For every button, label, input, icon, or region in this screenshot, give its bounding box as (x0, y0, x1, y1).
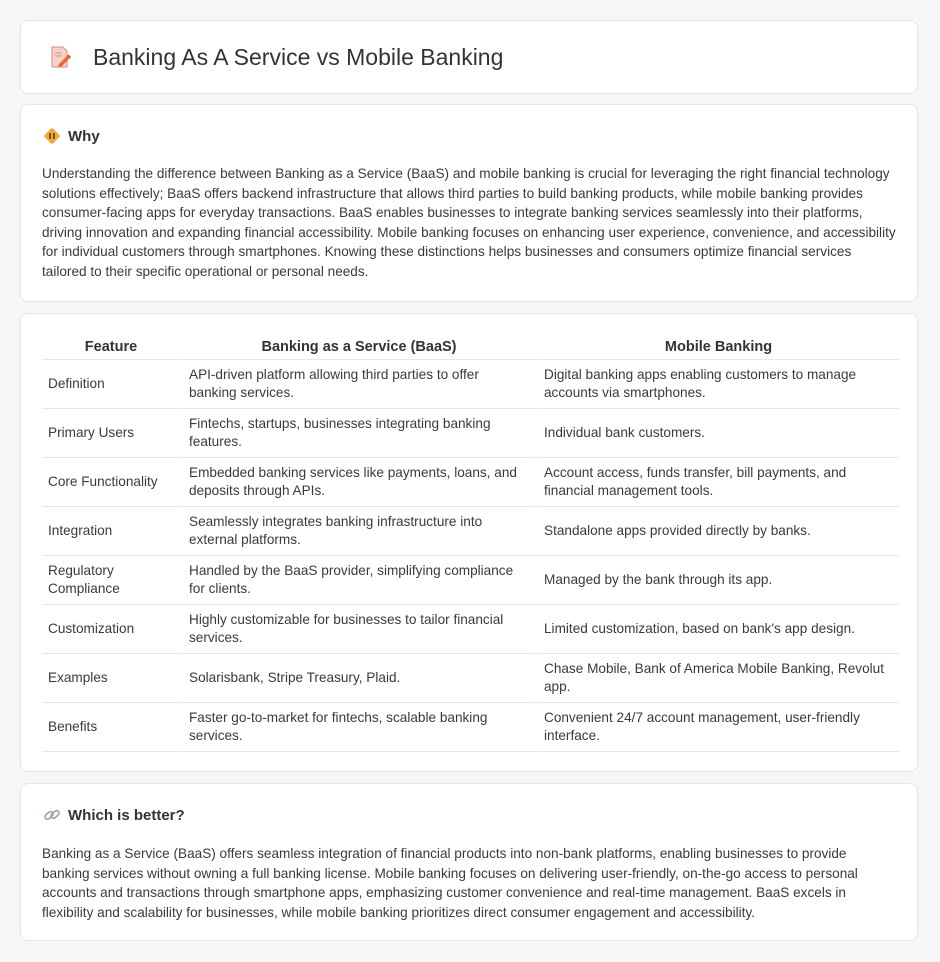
title-card (20, 20, 918, 94)
diamond-warning-icon (43, 127, 61, 145)
baas-cell: Handled by the BaaS provider, simplifying compliance for clients. (183, 556, 538, 605)
feature-cell: Customization (42, 605, 183, 654)
feature-cell: Definition (42, 360, 183, 409)
which-is-better-section (20, 783, 918, 941)
feature-cell: Core Functionality (42, 458, 183, 507)
feature-cell: Primary Users (42, 409, 183, 458)
mobile-banking-cell: Account access, funds transfer, bill payments, and financial management tools. (538, 458, 899, 507)
table-row (42, 507, 899, 556)
which-is-better-heading: Which is better? (68, 806, 185, 824)
baas-cell: Fintechs, startups, businesses integrating banking features. (183, 409, 538, 458)
document-pencil-icon (47, 44, 73, 70)
mobile-banking-cell: Convenient 24/7 account management, user-friendly interface. (538, 703, 899, 752)
page-title: Banking As A Service vs Mobile Banking (93, 43, 504, 70)
mobile-banking-cell: Digital banking apps enabling customers to manage accounts via smartphones. (538, 360, 899, 409)
why-text: Understanding the difference between Banking as a Service (BaaS) and mobile banking is crucial for leveraging the right financial technology solutions effectively; BaaS offers backend infrastructure that allows third parties to build banking products, while mobile banking provides consumer-facing apps for everyday transactions. BaaS enables businesses to integrate banking services seamlessly into their platforms, driving innovation and expanding financial accessibility. Mobile banking focuses on enhancing user experience, convenience, and accessibility for individual customers through smartphones. Knowing these distinctions helps businesses and consumers optimize financial services tailored to their specific operational or personal needs. (42, 166, 896, 279)
column-header-feature: Feature (42, 335, 183, 360)
mobile-banking-cell: Standalone apps provided directly by banks. (538, 507, 899, 556)
comparison-table-card (20, 313, 918, 772)
baas-cell: Seamlessly integrates banking infrastructure into external platforms. (183, 507, 538, 556)
table-row (42, 605, 899, 654)
mobile-banking-cell: Chase Mobile, Bank of America Mobile Banking, Revolut app. (538, 654, 899, 703)
table-row (42, 360, 899, 409)
link-icon (43, 806, 61, 824)
feature-cell: Regulatory Compliance (42, 556, 183, 605)
baas-cell: Solarisbank, Stripe Treasury, Plaid. (183, 654, 538, 703)
feature-cell: Benefits (42, 703, 183, 752)
table-row (42, 556, 899, 605)
why-heading: Why (68, 127, 100, 145)
why-section (20, 104, 918, 302)
feature-cell: Integration (42, 507, 183, 556)
comparison-table (42, 335, 899, 752)
column-header-baas: Banking as a Service (BaaS) (183, 335, 538, 360)
table-row (42, 703, 899, 752)
column-header-mobile-banking: Mobile Banking (538, 335, 899, 360)
mobile-banking-cell: Managed by the bank through its app. (538, 556, 899, 605)
feature-cell: Examples (42, 654, 183, 703)
table-row (42, 654, 899, 703)
mobile-banking-cell: Limited customization, based on bank's app design. (538, 605, 899, 654)
baas-cell: API-driven platform allowing third parties to offer banking services. (183, 360, 538, 409)
table-row (42, 409, 899, 458)
mobile-banking-cell: Individual bank customers. (538, 409, 899, 458)
which-is-better-text: Banking as a Service (BaaS) offers seamless integration of financial products into non-bank platforms, enabling businesses to provide banking services without owning a full banking license. Mobile banking focuses on delivering user-friendly, on-the-go access to personal accounts and transactions through smartphone apps, emphasizing customer convenience and real-time management. BaaS excels in flexibility and scalability for businesses, while mobile banking prioritizes direct consumer engagement and accessibility. (42, 846, 858, 920)
baas-cell: Faster go-to-market for fintechs, scalable banking services. (183, 703, 538, 752)
table-row (42, 458, 899, 507)
baas-cell: Embedded banking services like payments, loans, and deposits through APIs. (183, 458, 538, 507)
baas-cell: Highly customizable for businesses to tailor financial services. (183, 605, 538, 654)
table-header-row (42, 335, 899, 360)
